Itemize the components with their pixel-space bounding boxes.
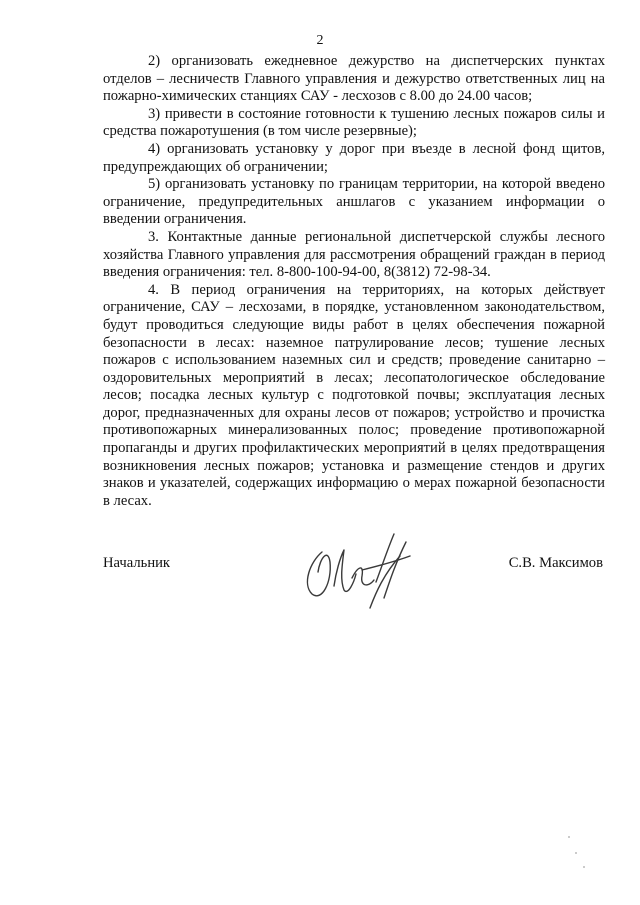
signer-name: С.В. Максимов xyxy=(508,555,603,571)
paragraph-boundary-signs: 5) организовать установку по границам территории, на которой введено ограничение, предупредительных аншлагов с указанием информации о введении ограничения. xyxy=(103,176,605,228)
paragraph-duty-schedule: 2) организовать ежедневное дежурство на диспетчерских пунктах отделов – лесничеств Главного управления и дежурство ответственных лиц на пожарно-химических станциях САУ - лесхозов с 8.00 до 24.00 часов; xyxy=(103,53,605,105)
paragraph-contact-info: 3. Контактные данные региональной диспетчерской службы лесного хозяйства Главного управления для рассмотрения обращений граждан в период введения ограничения: тел. 8-800-100-94-00, 8(3812) 72-98-34. xyxy=(103,228,605,281)
page-number: 2 xyxy=(316,33,324,48)
handwritten-signature xyxy=(300,522,412,612)
scan-speck xyxy=(568,836,570,838)
paragraph-permitted-works: 4. В период ограничения на территориях, на которых действует ограничение, САУ – лесхозами, в порядке, установленном законодательством, будут проводиться следующие виды работ в целях обеспечения пожарной безопасности в лесах: наземное патрулирование лесов; тушение лесных пожаров с использованием наземных сил и средств; проведение санитарно – оздоровительных мероприятий в лесах; лесопатологическое обследование лесов; посадка лесных культур с подготовкой почвы; эксплуатация лесных дорог, предназначенных для охраны лесов от пожаров; устройство и прочистка противопожарных минерализованных полос; проведение противопожарной пропаганды и других профилактических мероприятий в целях предотвращения возникновения лесных пожаров; установка и размещение стендов и других знаков и указателей, содержащих информацию о мерах пожарной безопасности в лесах. xyxy=(103,281,605,509)
paragraph-road-signs: 4) организовать установку у дорог при въезде в лесной фонд щитов, предупреждающих об ограничении; xyxy=(103,140,605,175)
document-body xyxy=(103,53,605,510)
scan-speck xyxy=(583,866,585,868)
paragraph-readiness: 3) привести в состояние готовности к тушению лесных пожаров силы и средства пожаротушения (в том числе резервные); xyxy=(103,105,605,140)
signer-position: Начальник xyxy=(103,555,171,571)
scan-speck xyxy=(575,852,577,854)
